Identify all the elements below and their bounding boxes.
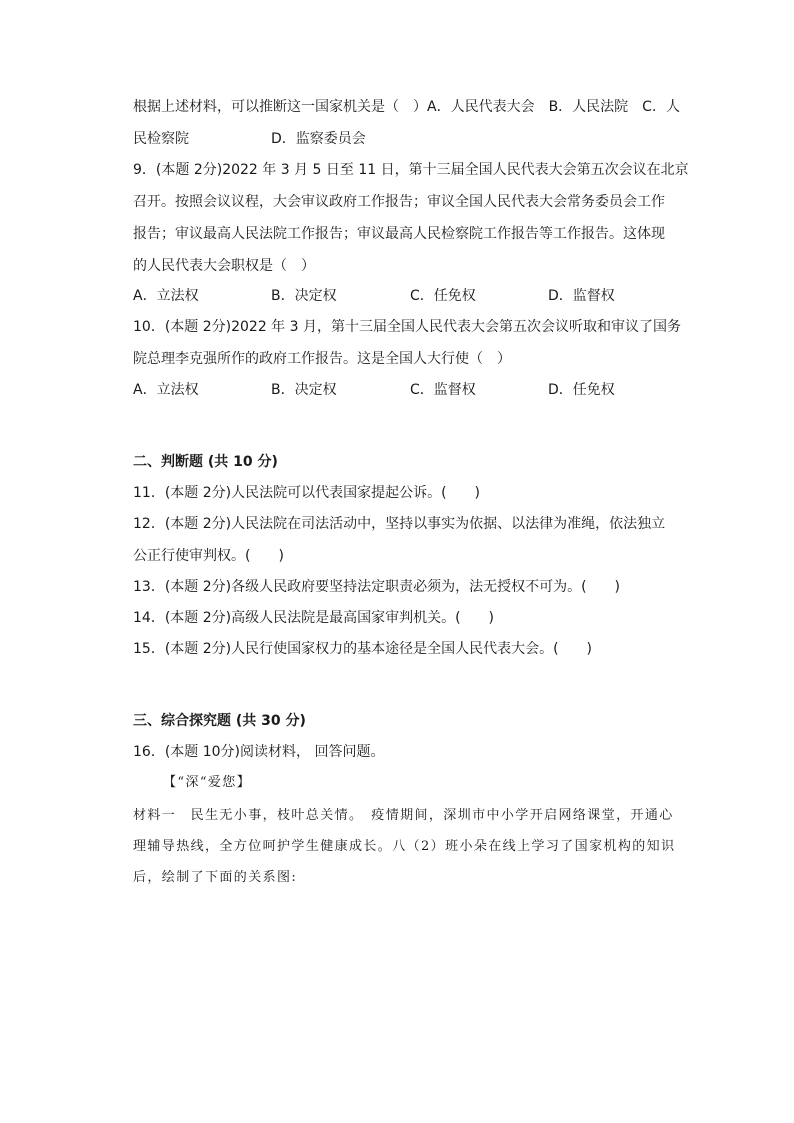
q9-line-3: 报告；审议最高人民法院工作报告；审议最高人民检察院工作报告等工作报告。这体现 xyxy=(133,226,665,242)
q10-option-c: C．监督权 xyxy=(410,382,476,398)
q9-option-d: D．监督权 xyxy=(548,288,615,304)
q10-option-d: D．任免权 xyxy=(548,382,615,398)
material-line-1: 材料一 民生无小事，枝叶总关情。 疫情期间，深圳市中小学开启网络课堂，开通心 xyxy=(133,808,674,823)
q11: 11．(本题 2分)人民法院可以代表国家提起公诉。( ) xyxy=(133,485,481,501)
material-line-3: 后，绘制了下面的关系图: xyxy=(133,870,298,885)
q9-option-b: B．决定权 xyxy=(271,288,337,304)
q13: 13．(本题 2分)各级人民政府要坚持法定职责必须为，法无授权不可为。( ) xyxy=(133,579,621,595)
q8-option-d: D．监察委员会 xyxy=(271,131,366,147)
q12-line-1: 12．(本题 2分)人民法院在司法活动中，坚持以事实为依据、以法律为准绳，依法独立 xyxy=(133,516,666,532)
q12-line-2: 公正行使审判权。( ) xyxy=(133,548,284,564)
q10-line-2: 院总理李克强所作的政府工作报告。这是全国人大行使（ ） xyxy=(133,351,511,367)
q9-line-2: 召开。按照会议议程，大会审议政府工作报告；审议全国人民代表大会常务委员会工作 xyxy=(133,194,665,210)
q10-option-a: A．立法权 xyxy=(133,382,199,398)
q15: 15．(本题 2分)人民行使国家权力的基本途径是全国人民代表大会。( ) xyxy=(133,641,593,657)
q10-line-1: 10．(本题 2分)2022 年 3 月，第十三届全国人民代表大会第五次会议听取和审议了国务 xyxy=(133,319,681,335)
q10-option-b: B．决定权 xyxy=(271,382,337,398)
q9-option-c: C．任免权 xyxy=(410,288,476,304)
q9-line-1: 9．(本题 2分)2022 年 3 月 5 日至 11 日，第十三届全国人民代表大会第五次会议在北京 xyxy=(133,162,689,178)
q14: 14．(本题 2分)高级人民法院是最高国家审判机关。( ) xyxy=(133,610,495,626)
material-line-2: 理辅导热线，全方位呵护学生健康成长。八（2）班小朵在线上学习了国家机构的知识 xyxy=(133,839,676,854)
q8-line-2a: 民检察院 xyxy=(133,131,189,147)
q9-option-a: A．立法权 xyxy=(133,288,199,304)
section-3-title: 三、综合探究题 (共 30 分) xyxy=(133,713,306,729)
q16: 16．(本题 10分)阅读材料， 回答问题。 xyxy=(133,744,385,760)
q9-line-4: 的人民代表大会职权是（ ） xyxy=(133,258,315,274)
q8-line-1: 根据上述材料，可以推断这一国家机关是（ ）A．人民代表大会 B．人民法院 C．人 xyxy=(133,99,680,115)
section-2-title: 二、判断题 (共 10 分) xyxy=(133,454,278,470)
material-subtitle: 【“深“爱您】 xyxy=(163,775,252,790)
